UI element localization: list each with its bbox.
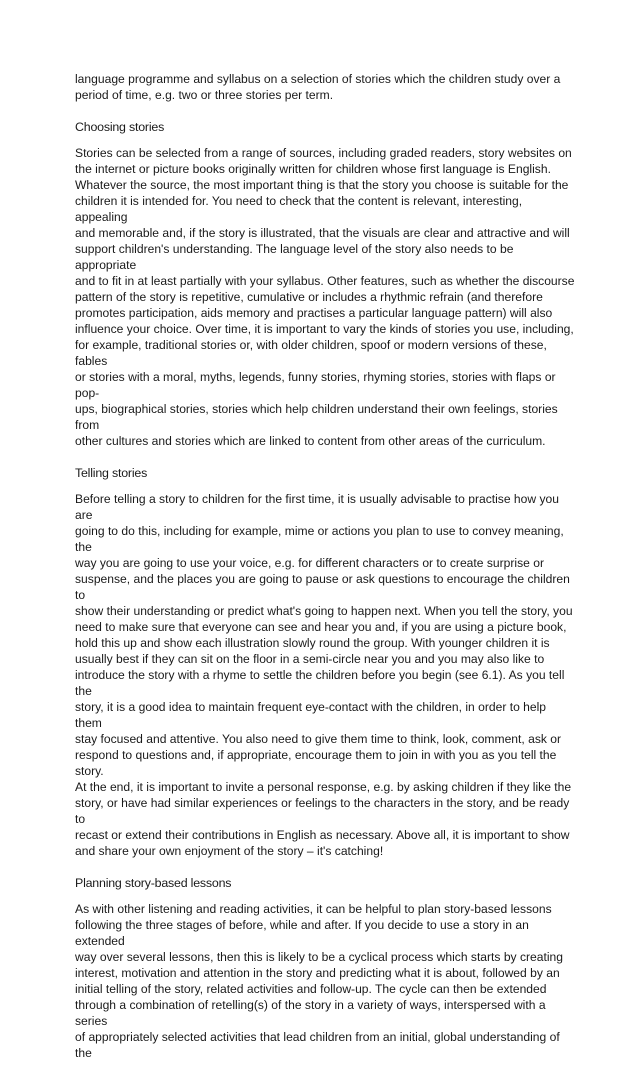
document-content [75, 71, 575, 1077]
section-body: Before telling a story to children for the first time, it is usually advisable to practise how you are going to do this, including for example, mime or actions you plan to use to convey meaning, the way you are going to use your voice, e.g. for different characters or to create surprise or suspense, and the places you are going to pause or ask questions to encourage the children to show their understanding or predict what's going to happen next. When you tell the story, you need to make sure that everyone can see and hear you and, if you are using a picture book, hold this up and show each illustration slowly round the group. With younger children it is usually best if they can sit on the floor in a semi-circle near you and you may also like to introduce the story with a rhyme to settle the children before you begin (see 6.1). As you tell the story, it is a good idea to maintain frequent eye-contact with the children, in order to help them stay focused and attentive. You also need to give them time to think, look, comment, ask or respond to questions and, if appropriate, encourage them to join in with you as you tell the story. At the end, it is important to invite a personal response, e.g. by asking children if they like the story, or have had similar experiences or feelings to the characters in the story, and be ready to recast or extend their contributions in English as necessary. Above all, it is important to show and share your own enjoyment of the story – it's catching! [75, 492, 573, 858]
section-telling-stories [75, 465, 575, 859]
section-choosing-stories [75, 119, 575, 449]
section-heading: Planning story-based lessons [75, 876, 232, 890]
section-heading: Choosing stories [75, 120, 165, 134]
section-body: Stories can be selected from a range of sources, including graded readers, story websites on the internet or picture books originally written for children whose first language is English. Whatever the source, the most important thing is that the story you choose is suitable for the children it is intended for. You need to check that the content is relevant, interesting, appealing and memorable and, if the story is illustrated, that the visuals are clear and attractive and will support children's understanding. The language level of the story also needs to be appropriate and to fit in at least partially with your syllabus. Other features, such as whether the discourse pattern of the story is repetitive, cumulative or includes a rhythmic refrain (and therefore promotes participation, aids memory and practises a particular language pattern) will also influence your choice. Over time, it is important to vary the kinds of stories you use, including, for example, traditional stories or, with older children, spoof or modern versions of these, fables or stories with a moral, myths, legends, funny stories, rhyming stories, stories with flaps or pop- ups, biographical stories, stories which help children understand their own feelings, stories from other cultures and stories which are linked to content from other areas of the curriculum. [75, 146, 575, 448]
section-body: As with other listening and reading activities, it can be helpful to plan story-based lessons following the three stages of before, while and after. If you decide to use a story in an extended way over several lessons, then this is likely to be a cyclical process which starts by creating interest, motivation and attention in the story and predicting what it is about, followed by an initial telling of the story, related activities and follow-up. The cycle can then be extended through a combination of retelling(s) of the story in a variety of ways, interspersed with a series of appropriately selected activities that lead children from an initial, global understanding of the [75, 902, 563, 1060]
section-planning-lessons [75, 875, 575, 1061]
section-heading: Telling stories [75, 466, 148, 480]
intro-paragraph: language programme and syllabus on a selection of stories which the children study over a period of time, e.g. two or three stories per term. [75, 72, 561, 102]
